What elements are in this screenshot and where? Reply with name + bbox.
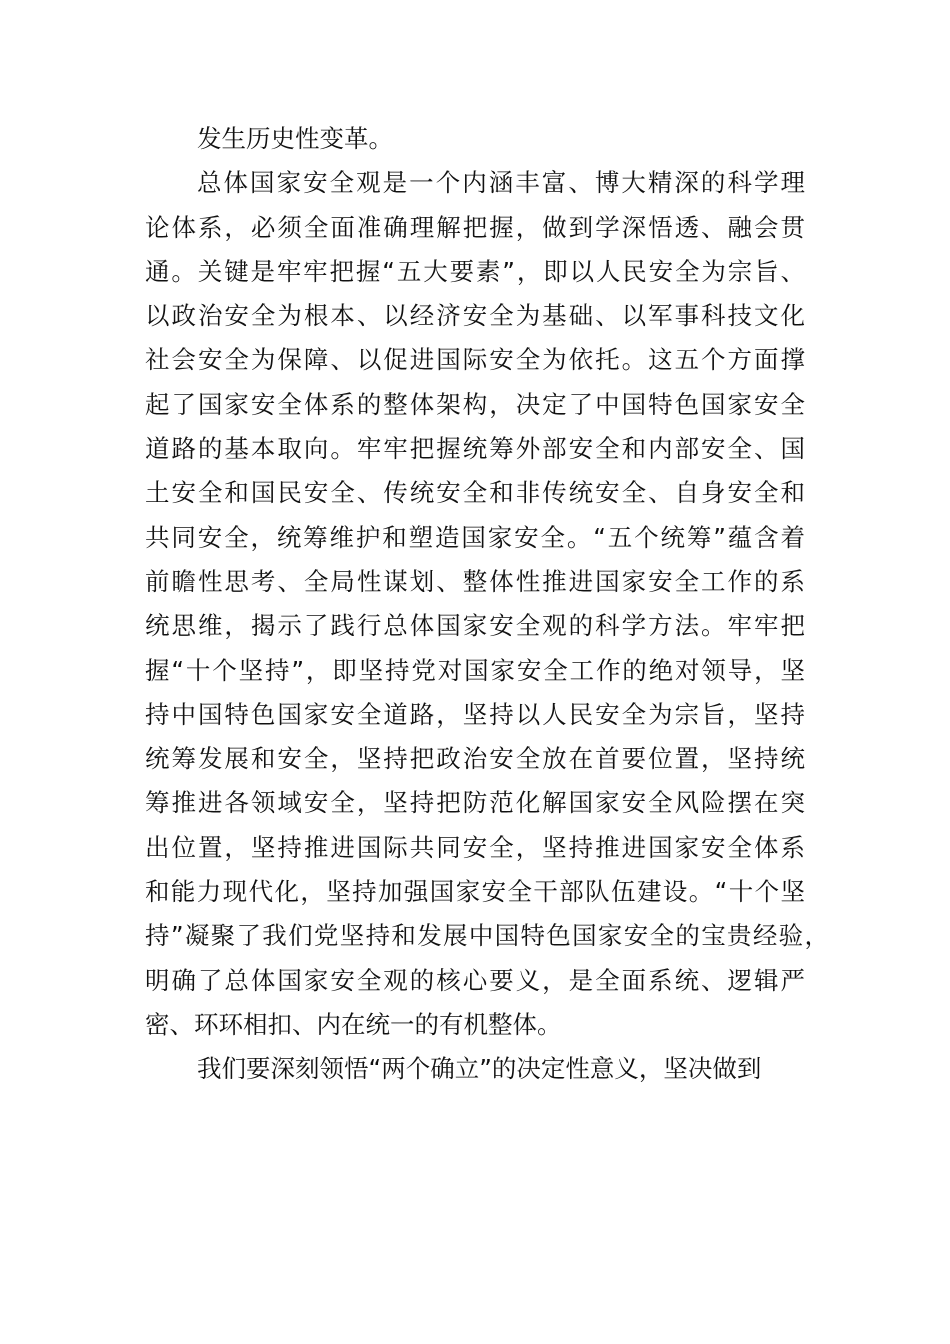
text-line: 起了国家安全体系的整体架构，决定了中国特色国家安全 (145, 389, 805, 419)
paragraph-national-security-concept (145, 161, 829, 1047)
text-line: 持”凝聚了我们党坚持和发展中国特色国家安全的宝贵经验， (145, 921, 829, 951)
paragraph-two-establishments (145, 1047, 825, 1091)
paragraph-continuation (145, 117, 825, 161)
document-page (145, 117, 829, 1092)
text-line: 通。关键是牢牢把握“五大要素”，即以人民安全为宗旨、 (145, 256, 805, 286)
text-line: 密、环环相扣、内在统一的有机整体。 (145, 1009, 562, 1039)
text-line: 社会安全为保障、以促进国际安全为依托。这五个方面撑 (145, 345, 805, 375)
text-line: 我们要深刻领悟“两个确立”的决定性意义，坚决做到 (197, 1054, 762, 1084)
text-line: 发生历史性变革。 (197, 124, 393, 153)
text-line: 土安全和国民安全、传统安全和非传统安全、自身安全和 (145, 478, 805, 508)
text-line: 论体系，必须全面准确理解把握，做到学深悟透、融会贯 (145, 212, 805, 242)
text-line: 明确了总体国家安全观的核心要义，是全面系统、逻辑严 (145, 965, 805, 995)
text-line: 统筹发展和安全，坚持把政治安全放在首要位置，坚持统 (145, 744, 805, 774)
text-line: 总体国家安全观是一个内涵丰富、博大精深的科学理 (197, 168, 805, 198)
text-line: 共同安全，统筹维护和塑造国家安全。“五个统筹”蕴含着 (145, 522, 805, 552)
text-line: 和能力现代化，坚持加强国家安全干部队伍建设。“十个坚 (145, 877, 805, 907)
text-line: 道路的基本取向。牢牢把握统筹外部安全和内部安全、国 (145, 434, 805, 464)
text-line: 以政治安全为根本、以经济安全为基础、以军事科技文化 (145, 301, 805, 331)
text-line: 持中国特色国家安全道路，坚持以人民安全为宗旨，坚持 (145, 699, 805, 729)
text-line: 出位置，坚持推进国际共同安全，坚持推进国家安全体系 (145, 832, 805, 862)
text-line: 握“十个坚持”，即坚持党对国家安全工作的绝对领导，坚 (145, 655, 805, 685)
text-line: 筹推进各领域安全，坚持把防范化解国家安全风险摆在突 (145, 788, 805, 818)
text-line: 前瞻性思考、全局性谋划、整体性推进国家安全工作的系 (145, 566, 805, 596)
text-line: 统思维，揭示了践行总体国家安全观的科学方法。牢牢把 (145, 611, 805, 641)
